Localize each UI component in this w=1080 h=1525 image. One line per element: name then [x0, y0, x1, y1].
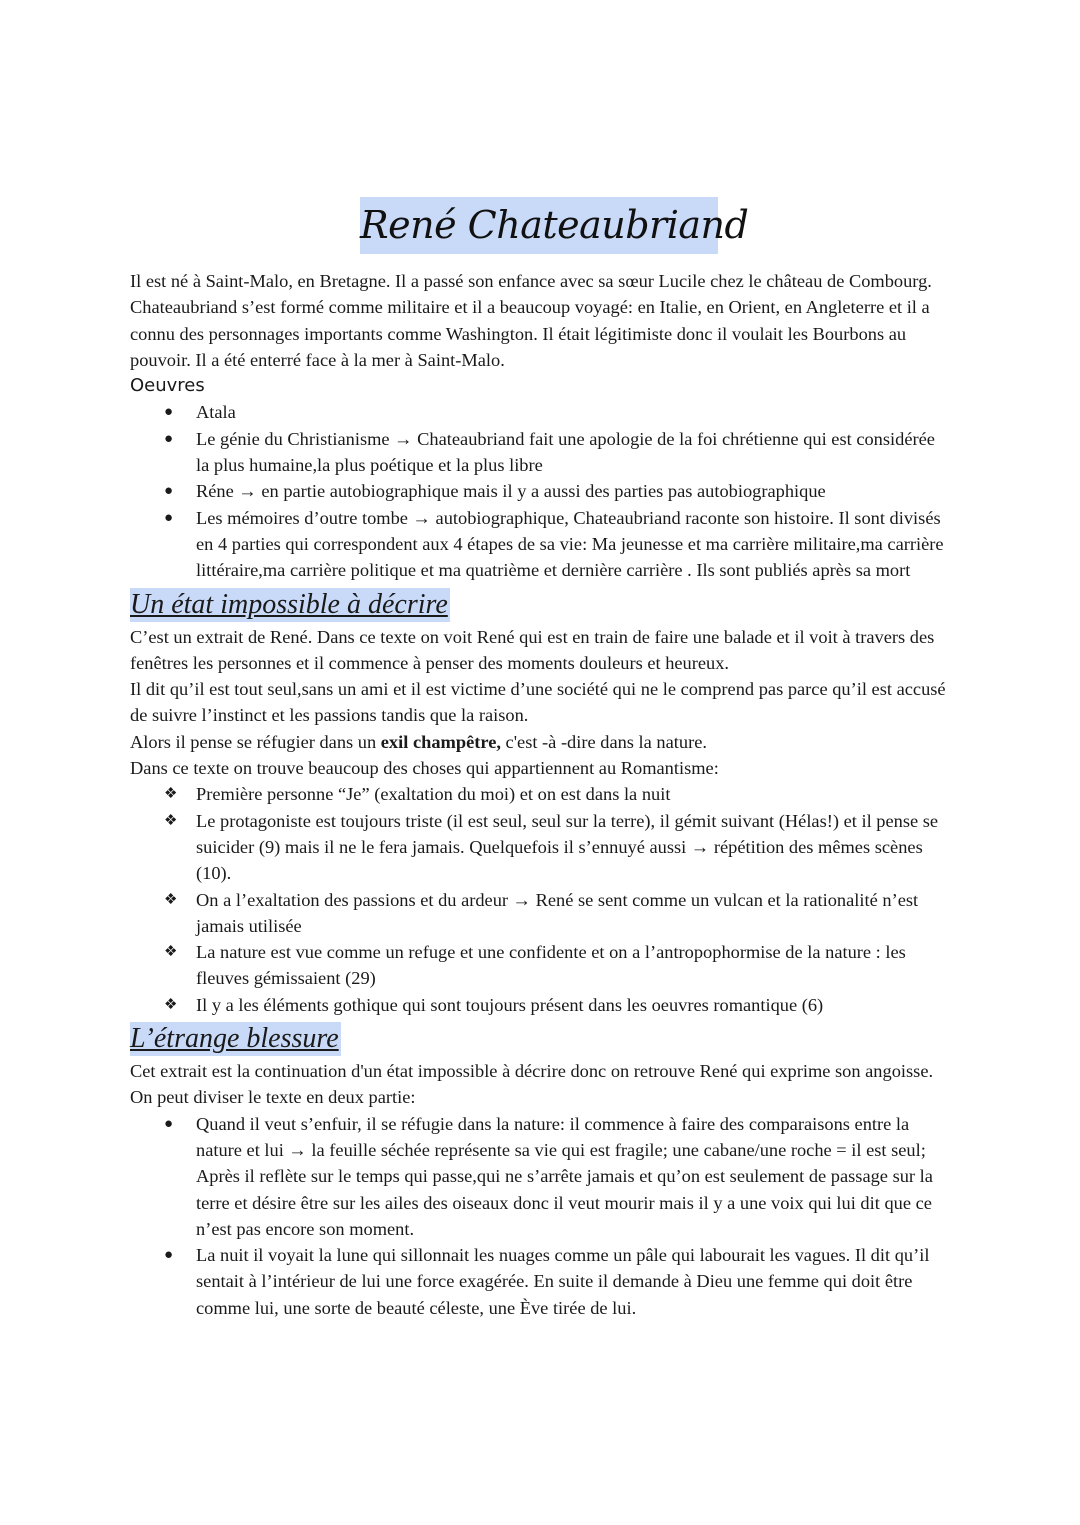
- section-etrange-blessure: [130, 1022, 950, 1321]
- list-item-text: Réne → en partie autobiographique mais il y a aussi des parties pas autobiographique: [196, 481, 826, 502]
- paragraph: Dans ce texte on trouve beaucoup des choses qui appartiennent au Romantisme:: [130, 758, 719, 779]
- list-item-text: Première personne “Je” (exaltation du moi) et on est dans la nuit: [196, 784, 671, 805]
- diamond-bullet-icon: ❖: [164, 996, 178, 1013]
- paragraph: Cet extrait est la continuation d'un état impossible à décrire donc on retrouve René qui exprime son angoisse. On peut diviser le texte en deux partie:: [130, 1061, 934, 1108]
- list-item: [130, 781, 950, 807]
- list-item: [130, 1242, 950, 1321]
- list-item-text: Quand il veut s’enfuir, il se réfugie dans la nature: il commence à faire des comparaisons entre la nature et lui → la feuille séchée représente sa vie qui est fragile; une cabane/une roche = il est seul; Après il reflète sur le temps qui passe,qui ne s’arrête jamais et qu’on est seulement de passage sur la terre et désire être sur les ailes des oiseaux donc il veut mourir mais il y a une voix qui lui dit que ce n’est pas encore son moment.: [196, 1113, 933, 1239]
- list-item-text: Il y a les éléments gothique qui sont toujours présent dans les oeuvres romantique (6): [196, 994, 824, 1015]
- page-title: René Chateaubriand: [360, 203, 749, 247]
- section-etat-impossible: [130, 588, 950, 1018]
- diamond-bullet-icon: ❖: [164, 812, 178, 829]
- diamond-bullet-icon: ❖: [164, 786, 178, 803]
- list-item: [130, 992, 950, 1018]
- paragraph-text: c'est -à -dire dans la nature.: [500, 731, 707, 752]
- intro-section: [130, 268, 950, 584]
- paragraph: [130, 729, 950, 755]
- list-item-text: On a l’exaltation des passions et du ardeur → René se sent comme un vulcan et la rationalité n’est jamais utilisée: [196, 889, 919, 936]
- bullet-icon: ●: [164, 404, 174, 421]
- bullet-icon: ●: [164, 430, 174, 447]
- title-highlight: [360, 197, 749, 254]
- list-item: [130, 1111, 950, 1242]
- list-item: [130, 478, 950, 504]
- parties-list: [130, 1111, 950, 1321]
- paragraph: C’est un extrait de René. Dans ce texte on voit René qui est en train de faire une balade et il voit à travers des fenêtres les personnes et il commence à penser des moments douleurs et heureux.: [130, 626, 935, 673]
- bold-text: exil champêtre,: [380, 731, 501, 752]
- romantisme-list: [130, 781, 950, 1018]
- list-item: [130, 426, 950, 479]
- list-item: [130, 399, 950, 425]
- section-heading: L’étrange blessure: [130, 1023, 339, 1055]
- list-item: [130, 808, 950, 887]
- diamond-bullet-icon: ❖: [164, 891, 178, 908]
- bullet-icon: ●: [164, 1247, 174, 1264]
- list-item-text: Le génie du Christianisme → Chateaubriand fait une apologie de la foi chrétienne qui est considérée la plus humaine,la plus poétique et la plus libre: [196, 428, 935, 476]
- section-heading: Un état impossible à décrire: [130, 588, 448, 620]
- paragraph-text: Alors il pense se réfugier dans un: [130, 731, 381, 752]
- oeuvres-heading: Oeuvres: [130, 375, 205, 397]
- list-item-text: Les mémoires d’outre tombe → autobiographique, Chateaubriand raconte son histoire. Il sont divisés en 4 parties qui correspondent aux 4 étapes de sa vie: Ma jeunesse et ma carrière militaire,ma carrière littéraire,ma carrière politique et ma quatrième et dernière carrière . Ils sont publiés après sa mort: [196, 507, 944, 581]
- list-item-text: La nuit il voyait la lune qui sillonnait les nuages comme un pâle qui labourait les vagues. Il dit qu’il sentait à l’intérieur de lui une force exagérée. En suite il demande à Dieu une femme qui doit être comme lui, une sorte de beauté céleste, une Ève tirée de lui.: [196, 1245, 930, 1318]
- diamond-bullet-icon: ❖: [164, 944, 178, 961]
- oeuvres-list: [130, 399, 950, 583]
- bullet-icon: ●: [164, 509, 174, 526]
- bullet-icon: ●: [164, 1115, 174, 1132]
- list-item-text: Atala: [196, 402, 236, 423]
- list-item-text: La nature est vue comme un refuge et une confidente et on a l’antropophormise de la nature : les fleuves gémissaient (29): [196, 942, 906, 989]
- list-item: [130, 939, 950, 992]
- list-item: [130, 505, 950, 584]
- intro-paragraph: Il est né à Saint-Malo, en Bretagne. Il a passé son enfance avec sa sœur Lucile chez le château de Combourg. Chateaubriand s’est formé comme militaire et il a beaucoup voyagé: en Italie, en Orient, en Angleterre et il a connu des personnages importants comme Washington. Il était légitimiste donc il voulait les Bourbons au pouvoir. Il a été enterré face à la mer à Saint-Malo.: [130, 271, 932, 370]
- paragraph: Il dit qu’il est tout seul,sans un ami et il est victime d’une société qui ne le comprend pas parce qu’il est accusé de suivre l’instinct et les passions tandis que la raison.: [130, 679, 946, 726]
- list-item: [130, 887, 950, 940]
- list-item-text: Le protagoniste est toujours triste (il est seul, seul sur la terre), il gémit suivant (Hélas!) et il pense se suicider (9) mais il ne le fera jamais. Quelquefois il s’ennuyé aussi → répétition des mêmes scènes (10).: [196, 810, 939, 884]
- bullet-icon: ●: [164, 483, 174, 500]
